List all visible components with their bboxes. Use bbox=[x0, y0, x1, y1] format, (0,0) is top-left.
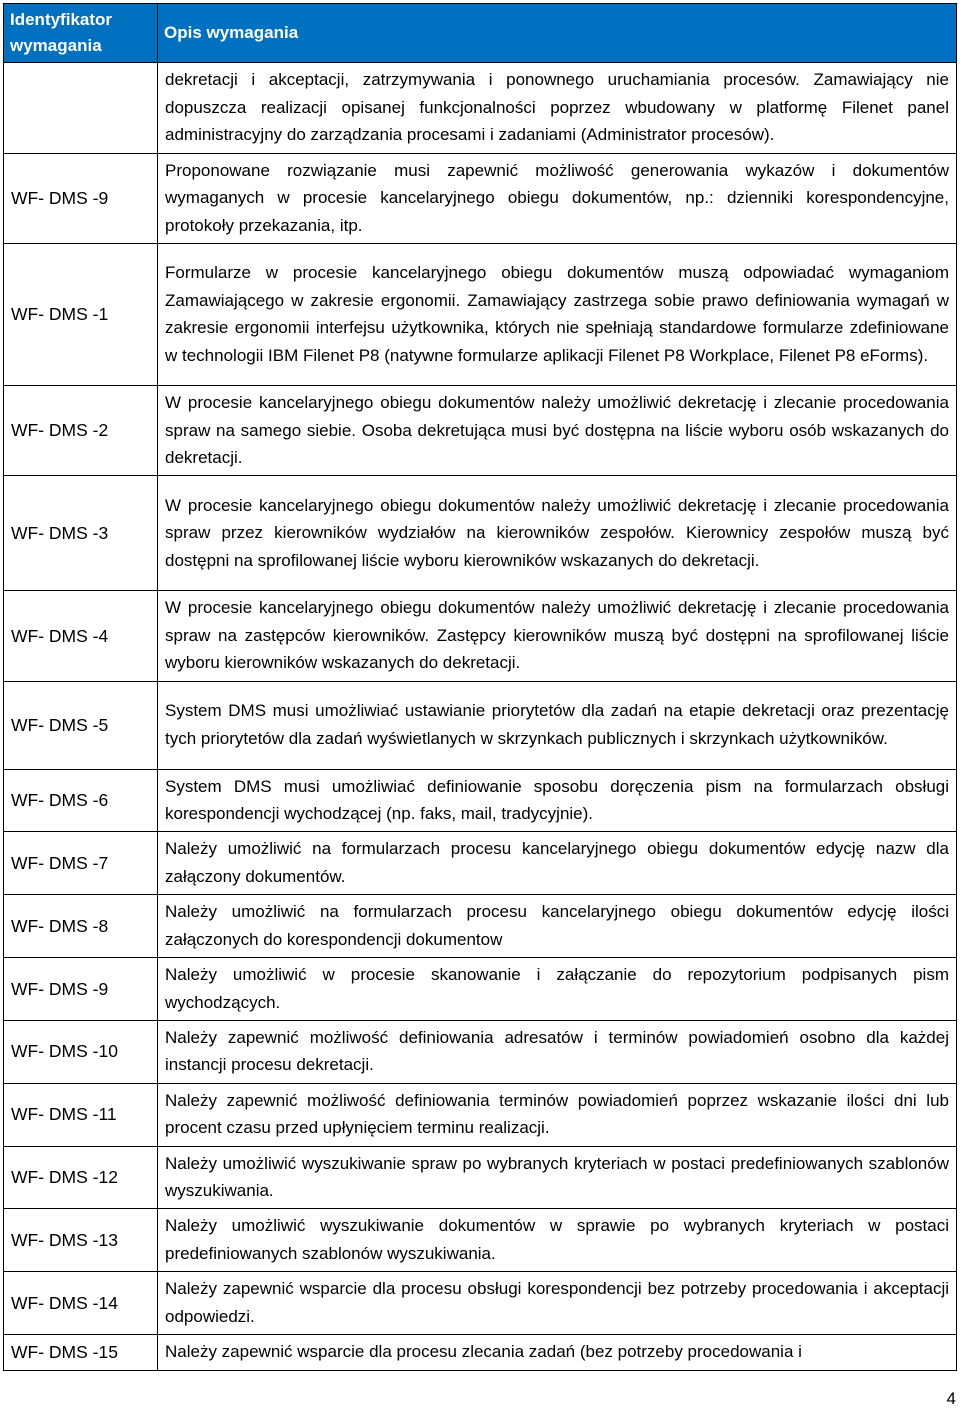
requirement-id: WF- DMS -15 bbox=[4, 1334, 158, 1370]
table-row bbox=[4, 1020, 957, 1083]
table-row bbox=[4, 1334, 957, 1370]
requirement-description: Należy umożliwić wyszukiwanie dokumentów w sprawie po wybranych kryteriach w postaci predefiniowanych szablonów wyszukiwania. bbox=[158, 1209, 957, 1272]
requirement-description: Należy umożliwić na formularzach procesu kancelaryjnego obiegu dokumentów edycję nazw dla załączony dokumentów. bbox=[158, 832, 957, 895]
requirements-table bbox=[3, 3, 957, 1371]
requirement-description: Należy zapewnić wsparcie dla procesu zlecania zadań (bez potrzeby procedowania i bbox=[158, 1334, 957, 1370]
requirement-description: W procesie kancelaryjnego obiegu dokumentów należy umożliwić dekretację i zlecanie procedowania spraw na samego siebie. Osoba dekretująca musi być dostępna na liście wyboru osób wskazanych do dekretacji. bbox=[158, 386, 957, 476]
table-row bbox=[4, 1209, 957, 1272]
requirement-description: Należy zapewnić możliwość definiowania terminów powiadomień poprzez wskazanie ilości dni lub procent czasu przed upłynięciem terminu realizacji. bbox=[158, 1083, 957, 1146]
table-row bbox=[4, 154, 957, 244]
requirement-id: WF- DMS -6 bbox=[4, 769, 158, 832]
requirement-id: WF- DMS -5 bbox=[4, 681, 158, 769]
requirement-description: W procesie kancelaryjnego obiegu dokumentów należy umożliwić dekretację i zlecanie procedowania spraw na zastępców kierowników. Zastępcy kierowników muszą być dostępni na sprofilowanej liście wyboru kierowników wskazanych do dekretacji. bbox=[158, 591, 957, 681]
requirement-description: Proponowane rozwiązanie musi zapewnić możliwość generowania wykazów i dokumentów wymaganych w procesie kancelaryjnego obiegu dokumentów, np.: dzienniki korespondencyjne, protokoły przekazania, itp. bbox=[158, 154, 957, 244]
requirement-description: System DMS musi umożliwiać ustawianie priorytetów dla zadań na etapie dekretacji oraz prezentację tych priorytetów dla zadań wyświetlanych w skrzynkach publicznych i skrzynkach użytkowników. bbox=[158, 681, 957, 769]
requirement-description: Należy umożliwić wyszukiwanie spraw po wybranych kryteriach w postaci predefiniowanych szablonów wyszukiwania. bbox=[158, 1146, 957, 1209]
requirement-description: Należy zapewnić wsparcie dla procesu obsługi korespondencji bez potrzeby procedowania i akceptacji odpowiedzi. bbox=[158, 1272, 957, 1335]
table-row bbox=[4, 476, 957, 591]
requirement-id: WF- DMS -1 bbox=[4, 244, 158, 386]
table-row bbox=[4, 591, 957, 681]
requirement-description: dekretacji i akceptacji, zatrzymywania i ponownego uruchamiania procesów. Zamawiający nie dopuszcza realizacji opisanej funkcjonalności poprzez wbudowany w platformę Filenet panel administracyjny do zarządzania procesami i zadaniami (Administrator procesów). bbox=[158, 63, 957, 154]
requirement-description: Należy umożliwić w procesie skanowanie i załączanie do repozytorium podpisanych pism wychodzących. bbox=[158, 958, 957, 1021]
table-row bbox=[4, 832, 957, 895]
requirement-description: W procesie kancelaryjnego obiegu dokumentów należy umożliwić dekretację i zlecanie procedowania spraw przez kierowników wydziałów na kierowników zespołów. Kierownicy zespołów muszą być dostępni na sprofilowanej liście wyboru kierowników wskazanych do dekretacji. bbox=[158, 476, 957, 591]
table-row bbox=[4, 681, 957, 769]
header-requirement-id: Identyfikator wymagania bbox=[4, 4, 158, 63]
table-row bbox=[4, 63, 957, 154]
requirement-id bbox=[4, 63, 158, 154]
requirement-id: WF- DMS -13 bbox=[4, 1209, 158, 1272]
requirement-id: WF- DMS -7 bbox=[4, 832, 158, 895]
requirement-description: Formularze w procesie kancelaryjnego obiegu dokumentów muszą odpowiadać wymaganiom Zamawiającego w zakresie ergonomii. Zamawiający zastrzega sobie prawo definiowania wymagań w zakresie ergonomii interfejsu użytkownika, których nie spełniają standardowe formularze zdefiniowane w technologii IBM Filenet P8 (natywne formularze aplikacji Filenet P8 Workplace, Filenet P8 eForms). bbox=[158, 244, 957, 386]
table-row bbox=[4, 1146, 957, 1209]
requirement-description: Należy zapewnić możliwość definiowania adresatów i terminów powiadomień osobno dla każdej instancji procesu dekretacji. bbox=[158, 1020, 957, 1083]
requirement-id: WF- DMS -11 bbox=[4, 1083, 158, 1146]
requirement-id: WF- DMS -8 bbox=[4, 895, 158, 958]
table-row bbox=[4, 958, 957, 1021]
requirement-id: WF- DMS -3 bbox=[4, 476, 158, 591]
requirement-id: WF- DMS -12 bbox=[4, 1146, 158, 1209]
table-row bbox=[4, 895, 957, 958]
page-number: 4 bbox=[946, 1389, 956, 1408]
table-row bbox=[4, 386, 957, 476]
header-requirement-description: Opis wymagania bbox=[158, 4, 957, 63]
requirement-id: WF- DMS -9 bbox=[4, 154, 158, 244]
table-row bbox=[4, 1272, 957, 1335]
table-row bbox=[4, 1083, 957, 1146]
table-header-row bbox=[4, 4, 957, 63]
requirement-id: WF- DMS -10 bbox=[4, 1020, 158, 1083]
requirement-id: WF- DMS -4 bbox=[4, 591, 158, 681]
requirement-description: System DMS musi umożliwiać definiowanie sposobu doręczenia pism na formularzach obsługi korespondencji wychodzącej (np. faks, mail, tradycyjnie). bbox=[158, 769, 957, 832]
requirement-id: WF- DMS -14 bbox=[4, 1272, 158, 1335]
table-row bbox=[4, 244, 957, 386]
requirement-id: WF- DMS -9 bbox=[4, 958, 158, 1021]
requirement-id: WF- DMS -2 bbox=[4, 386, 158, 476]
requirement-description: Należy umożliwić na formularzach procesu kancelaryjnego obiegu dokumentów edycję ilości załączonych do korespondencji dokumentow bbox=[158, 895, 957, 958]
table-row bbox=[4, 769, 957, 832]
